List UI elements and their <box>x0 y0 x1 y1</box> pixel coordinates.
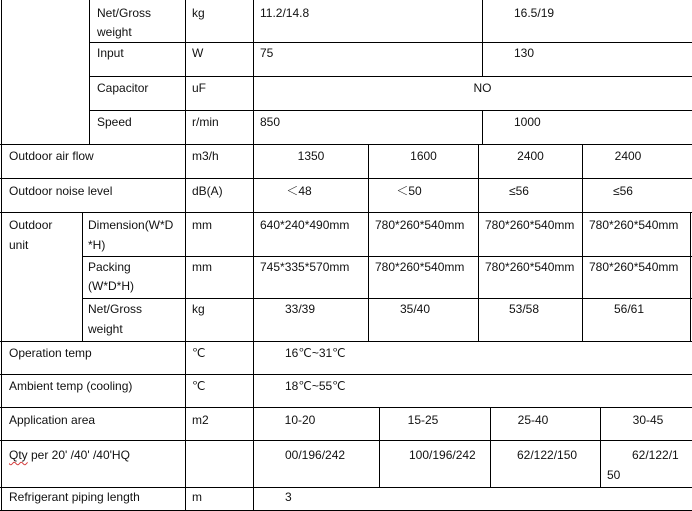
value-outdoor-noise-level-4: ≤56 <box>613 184 633 198</box>
value-outdoor-air-flow-2: 1600 <box>410 149 437 163</box>
rule <box>89 76 692 77</box>
value-packing-1: 745*335*570mm <box>260 260 350 274</box>
rule <box>482 110 483 144</box>
value-dimension-2: 780*260*540mm <box>375 218 465 232</box>
rule <box>0 374 692 375</box>
label-indoor-net-gross-weight-l1: Net/Gross <box>97 6 152 20</box>
rule <box>0 178 692 179</box>
value-application-area-3: 25-40 <box>517 413 549 427</box>
rule <box>253 0 254 511</box>
rule <box>0 212 692 213</box>
value-application-area-4: 30-45 <box>632 413 664 427</box>
label-speed: Speed <box>97 115 132 129</box>
label-application-area: Application area <box>9 413 96 427</box>
unit-input: W <box>192 46 204 60</box>
value-outdoor-noise-level-2: ＜50 <box>396 184 422 198</box>
rule <box>82 298 692 299</box>
value-application-area-1: 10-20 <box>284 413 316 427</box>
value-outdoor-net-gross-weight-1: 33/39 <box>284 302 316 316</box>
label-dimension-l2: *H) <box>88 238 106 252</box>
unit-application-area: m2 <box>192 413 209 427</box>
label-operation-temp: Operation temp <box>9 346 92 360</box>
label-qty-rest: per 20' /40' /40'HQ <box>27 448 130 462</box>
value-outdoor-net-gross-weight-3: 53/58 <box>508 302 540 316</box>
rule <box>89 0 90 144</box>
label-capacitor: Capacitor <box>97 81 149 95</box>
value-outdoor-air-flow-4: 2400 <box>614 149 642 163</box>
value-speed-1: 850 <box>260 115 281 129</box>
value-qty-4-l1: 62/122/1 <box>632 448 679 462</box>
label-outdoor-net-gross-weight-l1: Net/Gross <box>88 302 143 316</box>
rule <box>0 440 692 441</box>
value-dimension-1: 640*240*490mm <box>260 218 350 232</box>
value-outdoor-air-flow-1: 1350 <box>297 149 325 163</box>
rule <box>1 0 2 511</box>
value-dimension-4: 780*260*540mm <box>589 218 679 232</box>
value-outdoor-air-flow-3: 2400 <box>517 149 544 163</box>
label-dimension-l1: Dimension(W*D <box>88 218 174 232</box>
label-qty-per-container <box>9 446 130 465</box>
value-qty-1: 00/196/242 <box>285 448 346 462</box>
value-qty-3: 62/122/150 <box>517 448 578 462</box>
rule <box>89 42 692 43</box>
value-indoor-net-gross-weight-1: 11.2/14.8 <box>260 6 310 20</box>
value-speed-2: 1000 <box>514 115 541 129</box>
value-packing-2: 780*260*540mm <box>375 260 465 274</box>
value-outdoor-noise-level-1: ＜48 <box>286 184 312 198</box>
unit-indoor-net-gross-weight: kg <box>192 6 205 20</box>
label-packing-l2: (W*D*H) <box>88 279 134 293</box>
rule <box>185 0 186 511</box>
value-outdoor-net-gross-weight-2: 35/40 <box>399 302 431 316</box>
value-indoor-net-gross-weight-2: 16.5/19 <box>514 6 555 20</box>
rule <box>82 212 83 341</box>
unit-outdoor-air-flow: m3/h <box>192 149 219 163</box>
unit-speed: r/min <box>192 115 219 129</box>
value-qty-4-l2: 50 <box>607 468 621 482</box>
rule <box>482 0 483 76</box>
rule <box>690 212 691 341</box>
label-outdoor-noise-level: Outdoor noise level <box>9 184 113 198</box>
label-outdoor-air-flow: Outdoor air flow <box>9 149 94 163</box>
label-ambient-temp: Ambient temp (cooling) <box>9 379 133 393</box>
label-outdoor-unit-l1: Outdoor <box>9 218 53 232</box>
value-input-1: 75 <box>260 46 274 60</box>
rule <box>0 144 692 145</box>
label-indoor-net-gross-weight-l2: weight <box>97 25 132 39</box>
unit-dimension: mm <box>192 218 212 232</box>
unit-outdoor-net-gross-weight: kg <box>192 302 205 316</box>
unit-refrigerant-piping-length: m <box>192 490 202 504</box>
label-input: Input <box>97 46 124 60</box>
value-capacitor: NO <box>473 81 492 95</box>
value-qty-2: 100/196/242 <box>409 448 476 462</box>
unit-packing: mm <box>192 260 212 274</box>
value-packing-3: 780*260*540mm <box>485 260 575 274</box>
rule <box>82 256 692 257</box>
rule <box>0 407 692 408</box>
value-ambient-temp: 18℃~55℃ <box>285 379 346 393</box>
value-operation-temp: 16℃~31℃ <box>285 346 346 360</box>
rule <box>0 341 692 342</box>
label-outdoor-net-gross-weight-l2: weight <box>88 322 123 336</box>
value-refrigerant-piping-length: 3 <box>285 490 292 504</box>
unit-outdoor-noise-level: dB(A) <box>192 184 223 198</box>
value-dimension-3: 780*260*540mm <box>485 218 575 232</box>
label-qty-word: Qty <box>9 448 28 462</box>
value-outdoor-net-gross-weight-4: 56/61 <box>613 302 645 316</box>
label-packing-l1: Packing <box>88 260 131 274</box>
label-outdoor-unit-l2: unit <box>9 238 29 252</box>
unit-operation-temp: ℃ <box>192 346 206 360</box>
value-application-area-2: 15-25 <box>407 413 439 427</box>
unit-ambient-temp: ℃ <box>192 379 206 393</box>
value-input-2: 130 <box>514 46 535 60</box>
label-refrigerant-piping-length: Refrigerant piping length <box>9 490 140 504</box>
rule <box>89 110 692 111</box>
value-packing-4: 780*260*540mm <box>589 260 679 274</box>
unit-capacitor: uF <box>192 81 207 95</box>
value-outdoor-noise-level-3: ≤56 <box>509 184 529 198</box>
